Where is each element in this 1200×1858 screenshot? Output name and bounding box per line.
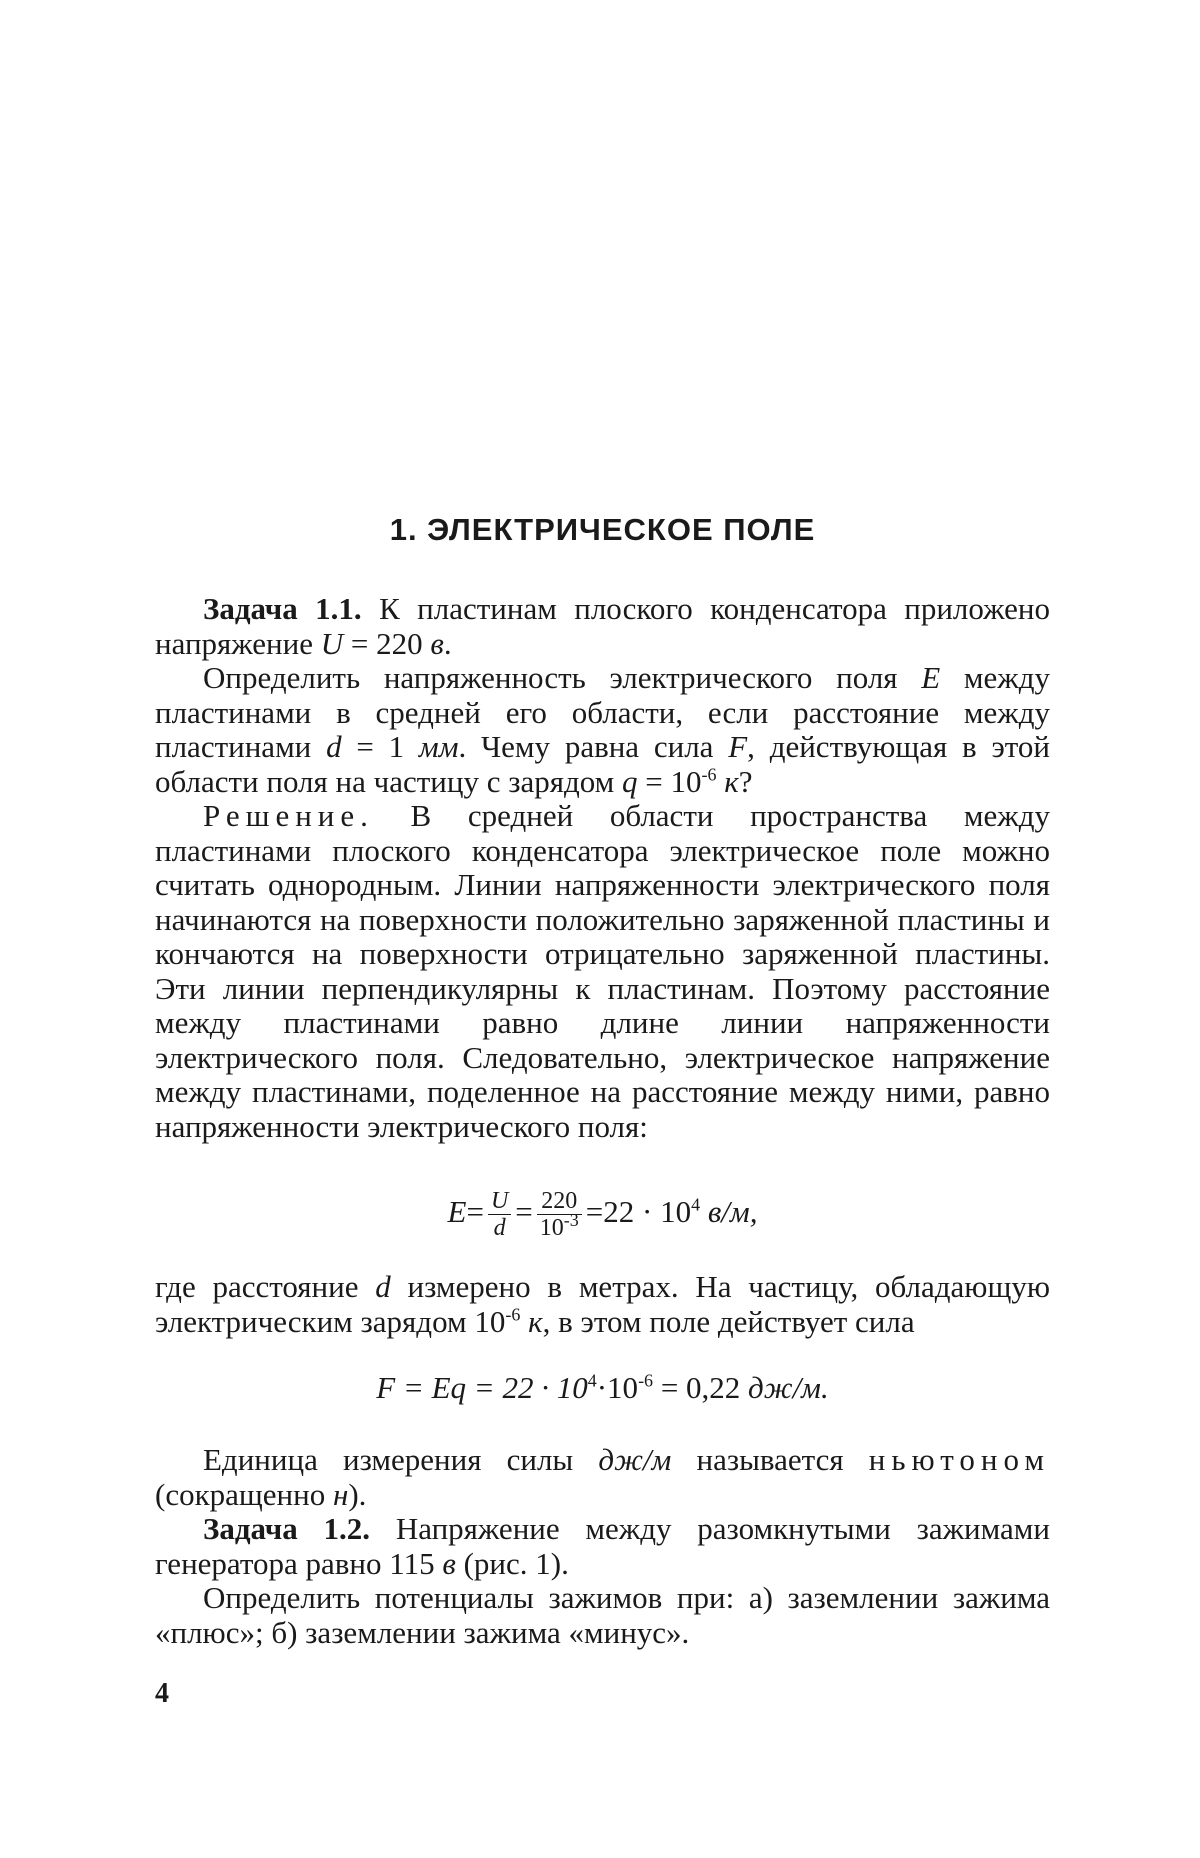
unit-note: Единица измерения силы дж/м называется ньютоном (сокращенно н).	[155, 1442, 1050, 1512]
body-text-after-formula	[155, 1270, 1050, 1339]
term-newton: ньютоном	[868, 1442, 1050, 1477]
fraction-220-over-10e-3: $\frac{220}{10^{-3}}$	[537, 1188, 582, 1242]
problem-2-question: Определить потенциалы зажимов при: а) заземлении зажима «плюс»; б) заземлении зажима «минус».	[155, 1580, 1050, 1650]
page-number: 4	[155, 1678, 169, 1709]
problem-2-statement: Задача 1.2. Напряжение между разомкнутыми зажимами генератора равно 115 в (рис. 1).	[155, 1511, 1050, 1581]
section-heading: 1. ЭЛЕКТРИЧЕСКОЕ ПОЛЕ	[389, 512, 816, 547]
formula-force: $F = Eq = 22 \cdot 10^4\cdot 10^{-6} = 0,22$ дж/м.	[376, 1370, 829, 1405]
solution-label: Решение.	[203, 798, 374, 833]
problem-2-label: Задача 1.2.	[203, 1511, 371, 1546]
body-text-top	[155, 592, 1050, 1144]
fraction-u-over-d: $\frac{U}{d}$	[488, 1188, 511, 1242]
problem-1-statement: Задача 1.1. К пластинам плоского конденсатора приложено напряжение U = 220 в.	[155, 591, 1050, 661]
force-explanation: где расстояние d измерено в метрах. На частицу, обладающую электрическим зарядом $10^{-6}$ к, в этом поле действует сила	[155, 1269, 1050, 1339]
body-text-bottom	[155, 1443, 1050, 1650]
problem-1-solution: Решение. В средней области пространства между пластинами плоского конденсатора электрическое поле можно считать однородным. Линии напряженности электрического поля начинаются на поверхности положительно заряженной пластины и кончаются на поверхности отрицательно заряженной пластины. Эти линии перпендикулярны к пластинам. Поэтому расстояние между пластинами равно длине линии напряженности электрического поля. Следовательно, электрическое напряжение между пластинами, поделенное на расстояние между ними, равно напряженности электрического поля:	[155, 798, 1050, 1144]
problem-1-label: Задача 1.1.	[203, 591, 362, 626]
book-page	[155, 0, 1050, 1858]
formula-field-strength: E= $\frac{U}{d}$ = $\frac{220}{10^{-3}}$ $=22 \cdot 10^4$ в/м,	[447, 1188, 758, 1242]
problem-1-question: Определить напряженность электрического поля E между пластинами в средней его области, если расстояние между пластинами d = 1 мм. Чему равна сила F, действующая в этой области поля на частицу с зарядом $q = 10^{-6}$ к?	[155, 660, 1050, 799]
